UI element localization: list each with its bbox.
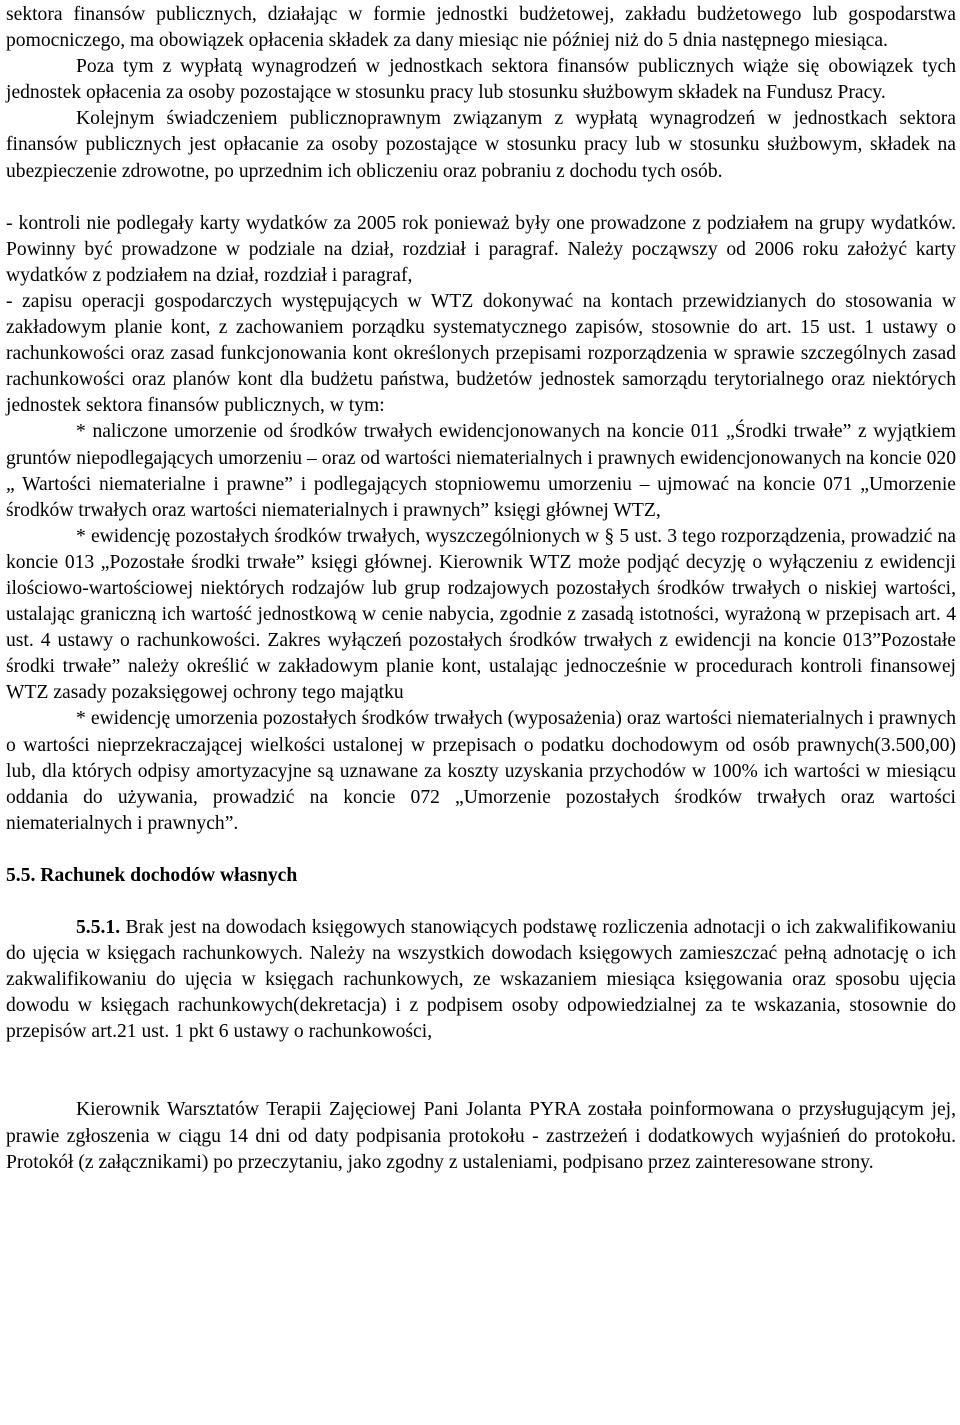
paragraph-ubezpieczenie-zdrowotne: Kolejnym świadczeniem publicznoprawnym związanym z wypłatą wynagrodzeń w jednostkach sektora finansów publicznych jest opłacanie za osoby pozostające w stosunku pracy lub w stosunku służbowym, składek na ubezpieczenie zdrowotne, po uprzednim ich obliczeniu oraz pobraniu z dochodu tych osób. <box>6 108 956 182</box>
bullet-umorzenie-wyposazenia: * ewidencję umorzenia pozostałych środków trwałych (wyposażenia) oraz wartości niematerialnych i prawnych o wartości nieprzekraczającej wielkości ustalonej w przepisach o podatku dochodowym od osób prawnych(3.500,00) lub, dla których odpisy amortyzacyjne są uznawane za koszty uzyskania przychodów w 100% ich wartości w miesiącu oddania do używania, prowadzić na koncie 072 „Umorzenie pozostałych środków trwałych oraz wartości niematerialnych i prawnych”. <box>6 708 956 834</box>
subsection-5-5-1 <box>6 915 956 1045</box>
paragraph-closing: Kierownik Warsztatów Terapii Zajęciowej Pani Jolanta PYRA została poinformowana o przysługującym jej, prawie zgłoszenia w ciągu 14 dni od daty podpisania protokołu - zastrzeżeń i dodatkowych wyjaśnień do protokołu. Protokół (z załącznikami) po przeczytaniu, jako zgodny z ustaleniami, podpisano przez zainteresowane strony. <box>6 1099 956 1173</box>
subsection-number: 5.5.1. <box>76 917 121 938</box>
bullet-pozostale-srodki: * ewidencję pozostałych środków trwałych, wyszczególnionych w § 5 ust. 3 tego rozporządzenia, prowadzić na koncie 013 „Pozostałe środki trwałe” księgi głównej. Kierownik WTZ może podjąć decyzję o wyłączeniu z ewidencji ilościowo-wartościowej niektórych rodzajów lub grup rodzajowych pozostałych środków trwałych o niskiej wartości, ustalając graniczną ich wartość jednostkową w cenie nabycia, zgodnie z zasadą istotności, wyrażoną w przepisach art. 4 ust. 4 ustawy o rachunkowości. Zakres wyłączeń pozostałych środków trwałych z ewidencji na koncie 013”Pozostałe środki trwałe” należy określić w zakładowym planie kont, ustalając jednocześnie w procedurach kontroli finansowej WTZ zasady pozaksięgowej ochrony tego majątku <box>6 525 956 704</box>
document-page <box>6 2 956 1176</box>
subsection-text: Brak jest na dowodach księgowych stanowiących podstawę rozliczenia adnotacji o ich zakwalifikowaniu do ujęcia w księgach rachunkowych. Należy na wszystkich dowodach księgowych zamieszczać pełną adnotację o ich zakwalifikowaniu do ujęcia w księgach rachunkowych, ze wskazaniem miesiąca księgowania oraz sposobu ujęcia dowodu w księgach rachunkowych(dekretacja) i z podpisem osoby odpowiedzialnej za te wskazania, stosownie do przepisów art.21 ust. 1 pkt 6 ustawy o rachunkowości, <box>6 917 956 1043</box>
paragraph-intro: sektora finansów publicznych, działając w formie jednostki budżetowej, zakładu budżetowego lub gospodarstwa pomocniczego, ma obowiązek opłacenia składek za dany miesiąc nie później niż do 5 dnia następnego miesiąca. <box>6 4 956 52</box>
bullet-umorzenie: * naliczone umorzenie od środków trwałych ewidencjonowanych na koncie 011 „Środki trwałe” z wyjątkiem gruntów niepodlegających umorzeniu – oraz od wartości niematerialnych i prawnych ewidencjonowanych na koncie 020 „ Wartości niematerialne i prawne” i podlegających stopniowemu umorzeniu – ujmować na koncie 071 „Umorzenie środków trwałych oraz wartości niematerialnych i prawnych” księgi głównej WTZ, <box>6 421 956 521</box>
paragraph-karty-wydatkow: - kontroli nie podlegały karty wydatków za 2005 rok ponieważ były one prowadzone z podziałem na grupy wydatków. Powinny być prowadzone w podziale na dział, rozdział i paragraf. Należy począwszy od 2006 roku założyć karty wydatków z podziałem na dział, rozdział i paragraf, <box>6 212 956 286</box>
section-heading-5-5: 5.5. Rachunek dochodów własnych <box>6 864 298 886</box>
paragraph-fundusz-pracy: Poza tym z wypłatą wynagrodzeń w jednostkach sektora finansów publicznych wiąże się obowiązek tych jednostek opłacenia za osoby pozostające w stosunku pracy lub stosunku służbowym składek na Fundusz Pracy. <box>6 56 956 104</box>
paragraph-zapis-operacji: - zapisu operacji gospodarczych występujących w WTZ dokonywać na kontach przewidzianych do stosowania w zakładowym planie kont, z zachowaniem porządku systematycznego zapisów, stosownie do art. 15 ust. 1 ustawy o rachunkowości oraz zasad funkcjonowania kont określonych przepisami rozporządzenia w sprawie szczególnych zasad rachunkowości oraz planów kont dla budżetu państwa, budżetów jednostek samorządu terytorialnego oraz niektórych jednostek sektora finansów publicznych, w tym: <box>6 290 956 417</box>
